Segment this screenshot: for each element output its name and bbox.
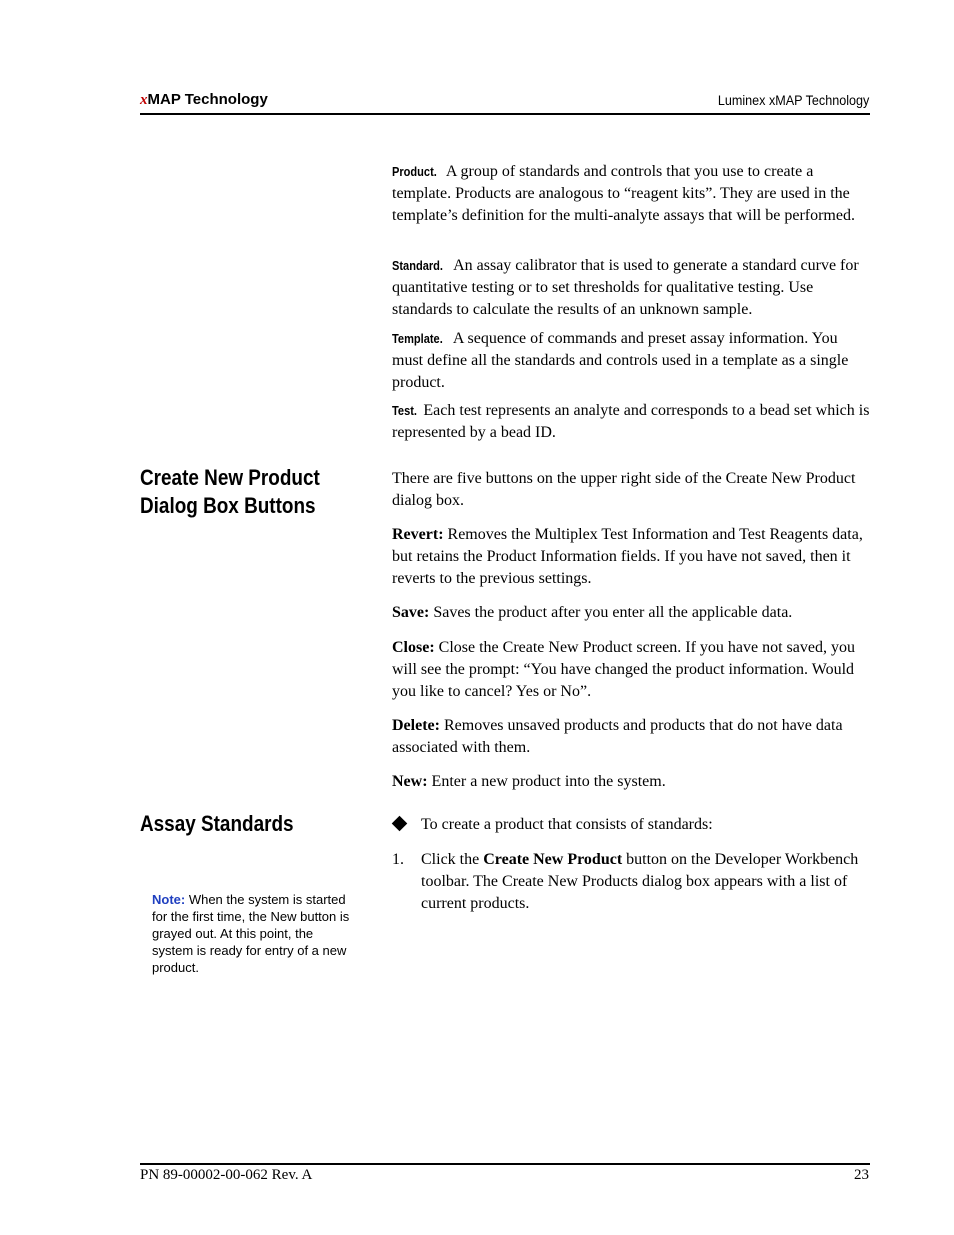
- definition-text: A sequence of commands and preset assay information. You must define all the standards and controls used in a template as a single product.: [392, 330, 849, 391]
- button-desc-label: Close:: [392, 639, 435, 656]
- button-desc-label: Delete:: [392, 717, 440, 734]
- definition-test: [392, 400, 870, 444]
- definition-product: [392, 161, 870, 227]
- button-desc-label: Save:: [392, 604, 430, 621]
- button-desc-text: Removes unsaved products and products that do not have data associated with them.: [392, 717, 843, 756]
- button-desc-text: Removes the Multiplex Test Information and Test Reagents data, but retains the Product Information fields. If you have not saved, then it reverts to the previous settings.: [392, 526, 863, 587]
- step-command: Create New Product: [483, 851, 623, 868]
- diamond-bullet-icon: [392, 816, 408, 832]
- footer-page-number: 23: [854, 1167, 869, 1183]
- footer-rule: [140, 1163, 870, 1165]
- step-number: 1.: [392, 851, 404, 868]
- header-rule: [140, 113, 870, 115]
- definition-standard: [392, 255, 870, 321]
- button-desc-label: New:: [392, 773, 428, 790]
- definition-text: A group of standards and controls that you use to create a template. Products are analogous to “reagent kits”. They are used in the template’s definition for the multi-analyte assays that will be performed.: [392, 163, 855, 224]
- note-label: Note:: [152, 892, 186, 907]
- section-heading-buttons: [140, 464, 364, 520]
- procedure-step-1: [421, 849, 870, 915]
- buttons-intro: There are five buttons on the upper right side of the Create New Product dialog box.: [392, 470, 856, 509]
- step-text: button on the Developer Workbench toolbar. The Create New Products dialog box appears with a list of current products.: [421, 851, 859, 912]
- button-desc-save: [392, 602, 870, 624]
- running-header-left: [140, 91, 268, 109]
- definition-term: Test.: [392, 403, 417, 418]
- definition-template: [392, 328, 870, 394]
- button-desc-text: Close the Create New Product screen. If you have not saved, you will see the prompt: “You have changed the product information. Would you like to cancel? Yes or No”.: [392, 639, 855, 700]
- note-box: [152, 891, 352, 976]
- definition-text: Each test represents an analyte and corresponds to a bead set which is represented by a bead ID.: [392, 402, 870, 441]
- definition-term: Standard.: [392, 258, 443, 273]
- button-desc-label: Revert:: [392, 526, 444, 543]
- button-desc-revert: [392, 524, 870, 590]
- definition-text: An assay calibrator that is used to generate a standard curve for quantitative testing or to set thresholds for qualitative testing. Use standards to calculate the results of an unknown sample.: [392, 257, 859, 318]
- button-desc-delete: [392, 715, 870, 759]
- note-text: When the system is started for the first time, the New button is grayed out. At this point, the system is ready for entry of a new product.: [152, 892, 350, 975]
- definition-term: Template.: [392, 331, 443, 346]
- section-heading-line: Dialog Box Buttons: [140, 493, 316, 518]
- definition-term: Product.: [392, 164, 437, 179]
- section-heading-line: Create New Product: [140, 465, 320, 490]
- button-desc-text: Enter a new product into the system.: [427, 773, 666, 790]
- button-desc-new: [392, 771, 870, 793]
- step-text: Click the: [421, 851, 484, 868]
- section-heading-assay-standards: Assay Standards: [140, 811, 294, 836]
- footer-part-number: PN 89-00002-00-062 Rev. A: [140, 1167, 313, 1183]
- procedure-intro: To create a product that consists of standards:: [421, 816, 713, 833]
- running-header-right: Luminex xMAP Technology: [717, 92, 869, 108]
- button-desc-text: Saves the product after you enter all the applicable data.: [429, 604, 793, 621]
- button-desc-close: [392, 637, 870, 703]
- header-left-title: MAP Technology: [147, 91, 268, 108]
- header-x-prefix: x: [140, 92, 148, 108]
